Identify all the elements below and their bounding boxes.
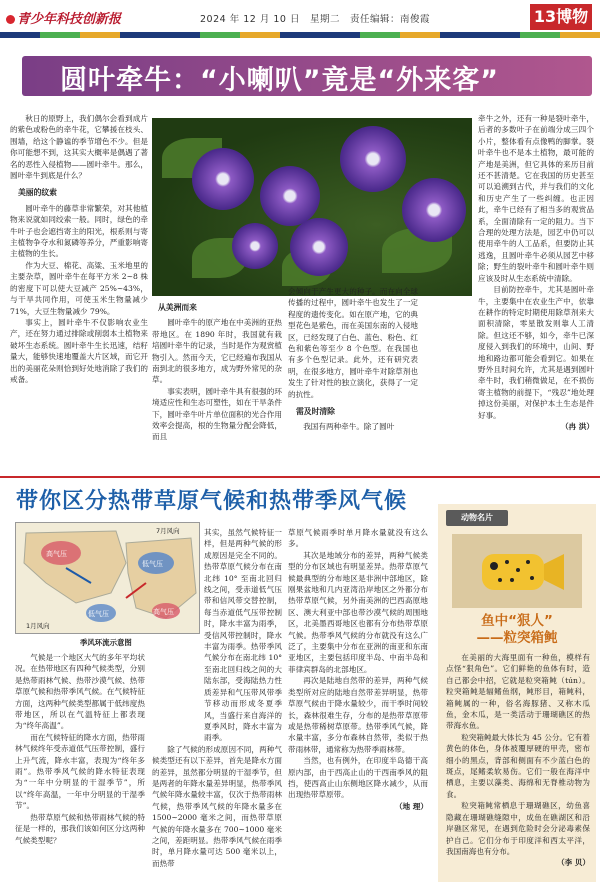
byline: （冉 洪） bbox=[560, 421, 594, 431]
paragraph: 牵牛之外，还有一种是裂叶牵牛，后者的多数叶子在前端分成三四个小片，整体看有点像鸭的脚掌。裂叶牵牛也不是本土植物，最可能的产地是美洲，但它具体的来历目前还不甚清楚。它在我国的历史甚至可以追溯到古代，并与我们的文化和历史产生了一些纠缠。也正因此，牵牛已经有了相当多的观赏品系，全面清除有一定的阻力。当下合理的处理方法是，园艺中仍可以使用牵牛的人工品系，但要防止其逃逸，且圆叶牵牛必须从园艺中移除；野生的裂叶牵牛和圆叶牵牛则应该及时从生态系统中清除。 bbox=[478, 114, 594, 283]
paragraph: 事实表明，圆叶牵牛具有很强的环境适应性和生态可塑性，如在干旱条件下，圆叶牵牛叶片单位面积的光合作用效率会提高，根的生物量分配会降低，而且 bbox=[152, 386, 282, 442]
sidebar-title-line-1: 鱼中“狠人” bbox=[481, 613, 553, 629]
paragraph: 粒突箱鲀最大体长为 45 公分。它有着黄色的体色，身体被覆厚硬的甲壳，密布细小的黑点，背部和侧面有不少蓝白色的斑点，尾鳍柔软易伤。它们一般在海洋中栖息，主要以藻类、海绵和无脊椎动物为食。 bbox=[446, 732, 590, 799]
article1-column-2 bbox=[152, 302, 282, 443]
paragraph: 气候是一个地区大气的多年平均状况。在热带地区有四种气候类型，分别是热带雨林气候、热带沙漠气候、热带草原气候和热带季风气候。在气候特征方面，这两种气候类型都属于低纬度热带地区，所以在气温特征上都表现为“终年高温”。 bbox=[15, 653, 145, 731]
morning-glory-photo bbox=[152, 118, 472, 296]
paragraph: 再次是陆地自然带的差异，两种气候类型所对应的陆地自然带差异明显，热带草原气候由于降水量较少，而干季时间较长，森林很难生存，分布的是热带草原带或是热带稀树草原带。热带季风气候，降水量丰富，多分布森林自然带，类似于热带雨林带，通常称为热带季雨林带。 bbox=[288, 676, 428, 754]
paragraph: 当然，也有例外，在印度半岛德干高原内部，由于西高止山的干西南季风的阻挡，使西高止山东侧地区降水减少，从而出现热带草原带。 bbox=[288, 756, 428, 800]
header-divider bbox=[0, 32, 600, 38]
map-label-jul: 7月风向 bbox=[156, 527, 180, 535]
paragraph: 圆叶牵牛的藤草非常繁荣，对其他植物来说就如同绞索一般。同时，绿色的牵牛叶子也会遮挡寄主的阳光，根系则与寄主植物争夺水和氮磷等养分，严重影响寄主植物的生长。 bbox=[10, 203, 148, 259]
paragraph: 会倾向于产生更大的种子。而在向全球传播的过程中，圆叶牵牛也发生了一定程度的遗传变化。如在原产地，它的典型花色是紫色，而在美国东南的入侵地区，已经发现了白色、蓝色、粉色、红色和紫色等至少 8 个色型。在我国也有多个色型记录。此外，还有研究表明，在很多地方，圆叶牵牛对除草剂也发生了针对性的独立演化，获得了一定的抗性。 bbox=[288, 287, 418, 399]
paragraph: 其次是地域分布的差异，两种气候类型的分布区域也有明显差异。热带草原气候最典型的分布地区是非洲中部地区，除刚果盆地和几内亚湾沿岸地区之外都分布热带草原气候，另外南美洲的巴西高原地区、澳大利亚中部也带沙漠气候的周围地区，北美墨西哥地区也都有分布热带草原气候。热带季风气候的分布就没有这么广泛了，主要集中分布在亚洲的南亚和东南亚地区，主要包括印度半岛、中南半岛和菲律宾群岛的北部地区。 bbox=[288, 550, 428, 674]
newspaper-logo bbox=[6, 8, 121, 27]
article1-column-1 bbox=[10, 113, 148, 385]
animal-card-sidebar bbox=[438, 504, 596, 882]
paragraph: 事实上，圆叶牵牛不仅影响农业生产，还在努力通过排除或削弱本土植物来破坏生态系统。圆叶牵牛生长迅速，结籽量大，能够快速地覆盖大片区域，而它开出的美丽花朵则恰到好处地消除了我们的戒备。 bbox=[10, 317, 148, 384]
paragraph: 圆叶牵牛的原产地在中美洲的亚热带地区。在 1890 年时，我国就有栽培圆叶牵牛的记录，当时是作为观赏植物引入。然而今天，它已经遍布我国从南到北的很多地方，成为野外常见的杂草。 bbox=[152, 318, 282, 385]
article1-column-4 bbox=[478, 113, 594, 432]
sidebar-tag: 动物名片 bbox=[446, 510, 508, 526]
paragraph: 粒突箱鲀常栖息于珊瑚礁区，幼鱼喜隐藏在珊瑚礁缝隙中，成鱼在礁湖区和沿岸礁区常见，在遇到危险时会分泌毒素保护自己。它们分布于印度洋和西太平洋，我国南海也有分布。 bbox=[446, 801, 590, 856]
paragraph: 其实，虽然气候特征一样，但是两种气候的形成原因是完全不同的。热带草原气候分布在南北纬 10° 至南北回归线之间，受赤道低气压带和信风带交替控制，每当赤道低气压带控制时，降水丰富为雨季，受信风带控制时，降水丰富为雨季。热带季风气候分布在南北纬 10° 至南北回归线之间的大陆东部，受海陆热力性质差异和气压带风带季节移动而形成冬夏季风，当盛行来自海洋的夏季风时，降水丰富为雨季。 bbox=[204, 528, 282, 743]
date-line: 2024 年 12 月 10 日 星期二 责任编辑：南俊霞 bbox=[200, 14, 430, 25]
map-label-jan: 1月风向 bbox=[26, 622, 50, 630]
paragraph: 目前防控牵牛，尤其是圆叶牵牛，主要集中在农业生产中，依靠在耕作的特定时期使用除草剂来大面积清除，零星散发则靠人工清除。但这还不够，如今，牵牛已深度侵入到我们的环境中，山间、野地和路边都可能会看到它。如果在野外且时间允许，尤其是遇到圆叶牵牛时，我们稍微做足，在不损伤寄主植物的前提下，“残忍”地处理掉这份美丽，对保护本土生态是件好事。 bbox=[478, 285, 594, 420]
paragraph: 而在气候特征的降水方面，热带雨林气候终年受赤道低气压带控制，盛行上升气流，降水丰富，表现为“终年多雨”。热带季风气候的降水特征表现为“一年中分明显的干湿季节”，所以“终年高温，一年中分明显的干湿季节”。 bbox=[15, 732, 145, 811]
paragraph: 除了气候的形成原因不同，两种气候类型还有以下差异，首先是降水方面的差异，虽然都分明显的干湿季节，但是两者的年降水量差异明显，热带季风气候年降水量较丰富，仅次于热带雨林气候，热带季风气候的年降水量多在 1500~2000 毫米之间，而热带草原气候的年降水量多在 700~1000 毫米之间，差距明显。热带季风气候在雨季时，单月降水量可达 500 毫米以上，而热带 bbox=[152, 744, 282, 868]
sidebar-title bbox=[438, 613, 596, 647]
article2-title: 带你区分热带草原气候和热带季风气候 bbox=[16, 489, 408, 514]
map-label-high-1: 高气压 bbox=[46, 550, 67, 558]
byline: （地 理） bbox=[394, 801, 428, 811]
paragraph: 在美丽的大海里面有一种鱼，模样有点怪“狠角色”。它们鲜艳的鱼体有时，造自己都会中招，它就是粒突箱鲀（tún）。粒突箱鲀是辐鳍鱼纲，鲀形目，箱鲀科，箱鲀属的一种，俗名海豚猪、又称木瓜鱼，金木瓜，是一类活动于珊瑚礁区的热带海水鱼。 bbox=[446, 653, 590, 731]
byline: （李 贝） bbox=[556, 858, 590, 868]
sidebar-title-line-2: ——粒突箱鲀 bbox=[476, 630, 558, 646]
page-header bbox=[0, 0, 600, 44]
boxfish-photo bbox=[452, 534, 582, 608]
map-label-low-2: 低气压 bbox=[88, 610, 109, 618]
logo-mark-icon bbox=[6, 15, 15, 24]
article1-column-3 bbox=[288, 286, 418, 433]
article2-column-1 bbox=[15, 652, 145, 846]
article1-headline bbox=[0, 44, 600, 104]
paragraph: 热带草原气候和热带雨林气候的特征是一样的，那我们该如何区分这两种气候类型呢？ bbox=[15, 812, 145, 845]
paragraph: 草原气候雨季时单月降水量就没有这么多。 bbox=[288, 528, 428, 549]
subheading: 从美洲而来 bbox=[158, 303, 197, 312]
subheading: 美丽的纹索 bbox=[18, 188, 57, 198]
map-label-high-2: 高气压 bbox=[153, 608, 174, 616]
paragraph: 我国有两种牵牛。除了圆叶 bbox=[303, 422, 395, 432]
article1-title: 圆叶牵牛：“小喇叭”竟是“外来客” bbox=[60, 65, 499, 96]
map-label-low-1: 低气压 bbox=[142, 560, 163, 568]
logo-text: 青少年科技创新报 bbox=[17, 12, 122, 27]
article2-column-2 bbox=[152, 527, 282, 869]
page-number-badge: 13博物 bbox=[530, 4, 592, 30]
sidebar-body bbox=[446, 652, 590, 869]
subheading: 需及时清除 bbox=[296, 407, 335, 417]
paragraph: 作为大豆、棉花、高粱、玉米地里的主要杂草，圆叶牵牛在每平方米 2~8 株的密度下可以使大豆减产 25%~43%，与干旱共同作用，可使玉米生物量减少 71%，大豆生物量减少 79%。 bbox=[10, 260, 148, 316]
map-caption: 季风环流示意图 bbox=[80, 638, 132, 647]
section-divider bbox=[0, 476, 600, 478]
paragraph: 秋日的原野上，我们偶尔会看到成片的紫色或粉色的牵牛花，它攀援在枝头、围墙，给这个静谧的季节增色不少。但是你可能想不到，这其实大概率是偶遇了著名的恶性入侵植物——圆叶牵牛。那么，圆叶牵牛到底是什么？ bbox=[10, 114, 148, 181]
article2-column-3 bbox=[288, 527, 428, 812]
